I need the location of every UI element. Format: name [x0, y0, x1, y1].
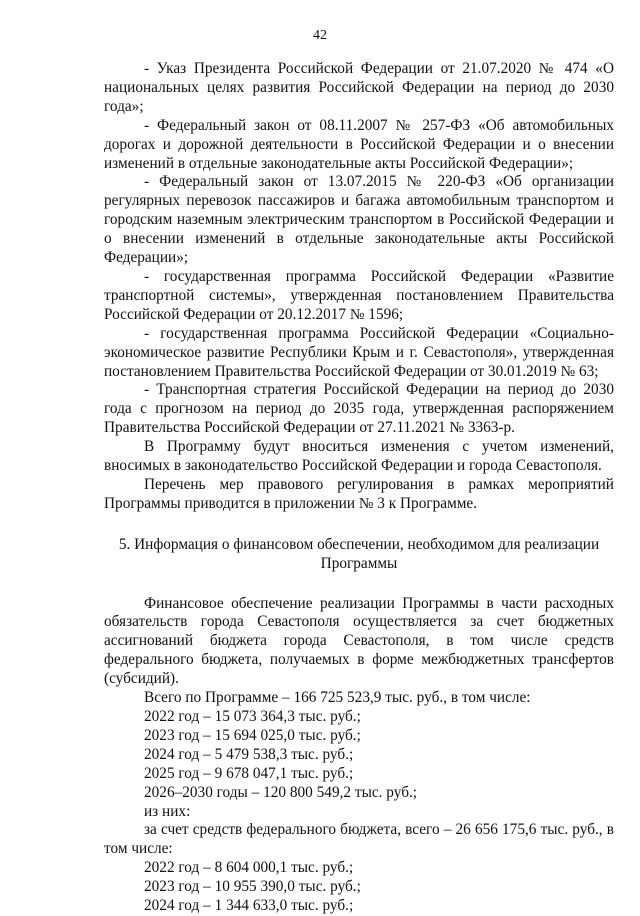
- total-line: Всего по Программе – 166 725 523,9 тыс. руб., в том числе:: [144, 689, 531, 707]
- document-body: [104, 60, 614, 916]
- list-item-program-transport: - государственная программа Российской Федерации «Развитие транспортной системы», утвержденная постановлением Правительства Российской Федерации от 20.12.2017 № 1596;: [104, 267, 614, 323]
- list-item-law-220: - Федеральный закон от 13.07.2015 № 220-ФЗ «Об организации регулярных перевозок пассажиров и багажа автомобильным транспортом и городским наземным электрическим транспортом в Российской Федерации и о внесении изменений в отдельные законодательные акты Российской Федерации»;: [104, 173, 614, 267]
- year-2023-federal: 2023 год – 10 955 390,0 тыс. руб.;: [144, 878, 361, 896]
- list-item-law-257: - Федеральный закон от 08.11.2007 № 257-ФЗ «Об автомобильных дорогах и дорожной деятельности в Российской Федерации и о внесении изменений в отдельные законодательные акты Российской Федерации»;: [104, 116, 614, 172]
- year-2024-federal: 2024 год – 1 344 633,0 тыс. руб.;: [144, 897, 354, 915]
- paragraph-changes: В Программу будут вноситься изменения с учетом изменений, вносимых в законодательство Российской Федерации и города Севастополя.: [104, 438, 614, 475]
- federal-budget-line: за счет средств федерального бюджета, всего – 26 656 175,6 тыс. руб., в том числе:: [104, 821, 614, 858]
- list-item-strategy: - Транспортная стратегия Российской Федерации на период до 2030 года с прогнозом на период до 2035 года, утвержденная распоряжением Правительства Российской Федерации от 27.11.2021 № 3363-р.: [104, 381, 614, 437]
- year-2022-federal: 2022 год – 8 604 000,1 тыс. руб.;: [144, 859, 354, 877]
- page-number: 42: [313, 28, 327, 43]
- list-item-decree: - Указ Президента Российской Федерации от 21.07.2020 № 474 «О национальных целях развития Российской Федерации на период до 2030 года»;: [104, 60, 614, 115]
- section-heading-line2: Программы: [320, 554, 398, 572]
- years-2026-2030-total: 2026–2030 годы – 120 800 549,2 тыс. руб.;: [144, 783, 418, 801]
- year-2025-total: 2025 год – 9 678 047,1 тыс. руб.;: [144, 764, 354, 782]
- of-them-label: из них:: [144, 802, 191, 820]
- section-heading: [104, 536, 614, 574]
- paragraph-measures: Перечень мер правового регулирования в рамках мероприятий Программы приводится в приложении № 3 к Программе.: [104, 475, 614, 512]
- year-2022-total: 2022 год – 15 073 364,3 тыс. руб.;: [144, 708, 361, 725]
- list-item-program-crimea: - государственная программа Российской Федерации «Социально-экономическое развитие Республики Крым и г. Севастополя», утвержденная постановлением Правительства Российской Федерации от 30.01.2019 № 63;: [104, 324, 614, 380]
- paragraph-financing: Финансовое обеспечение реализации Программы в части расходных обязательств города Севастополя осуществляется за счет бюджетных ассигнований бюджета города Севастополя, в том числе средств федерального бюджета, получаемых в форме межбюджетных трансфертов (субсидий).: [104, 594, 614, 688]
- year-2023-total: 2023 год – 15 694 025,0 тыс. руб.;: [144, 726, 361, 744]
- year-2024-total: 2024 год – 5 479 538,3 тыс. руб.;: [144, 745, 354, 763]
- section-heading-line1: 5. Информация о финансовом обеспечении, необходимом для реализации: [118, 535, 600, 553]
